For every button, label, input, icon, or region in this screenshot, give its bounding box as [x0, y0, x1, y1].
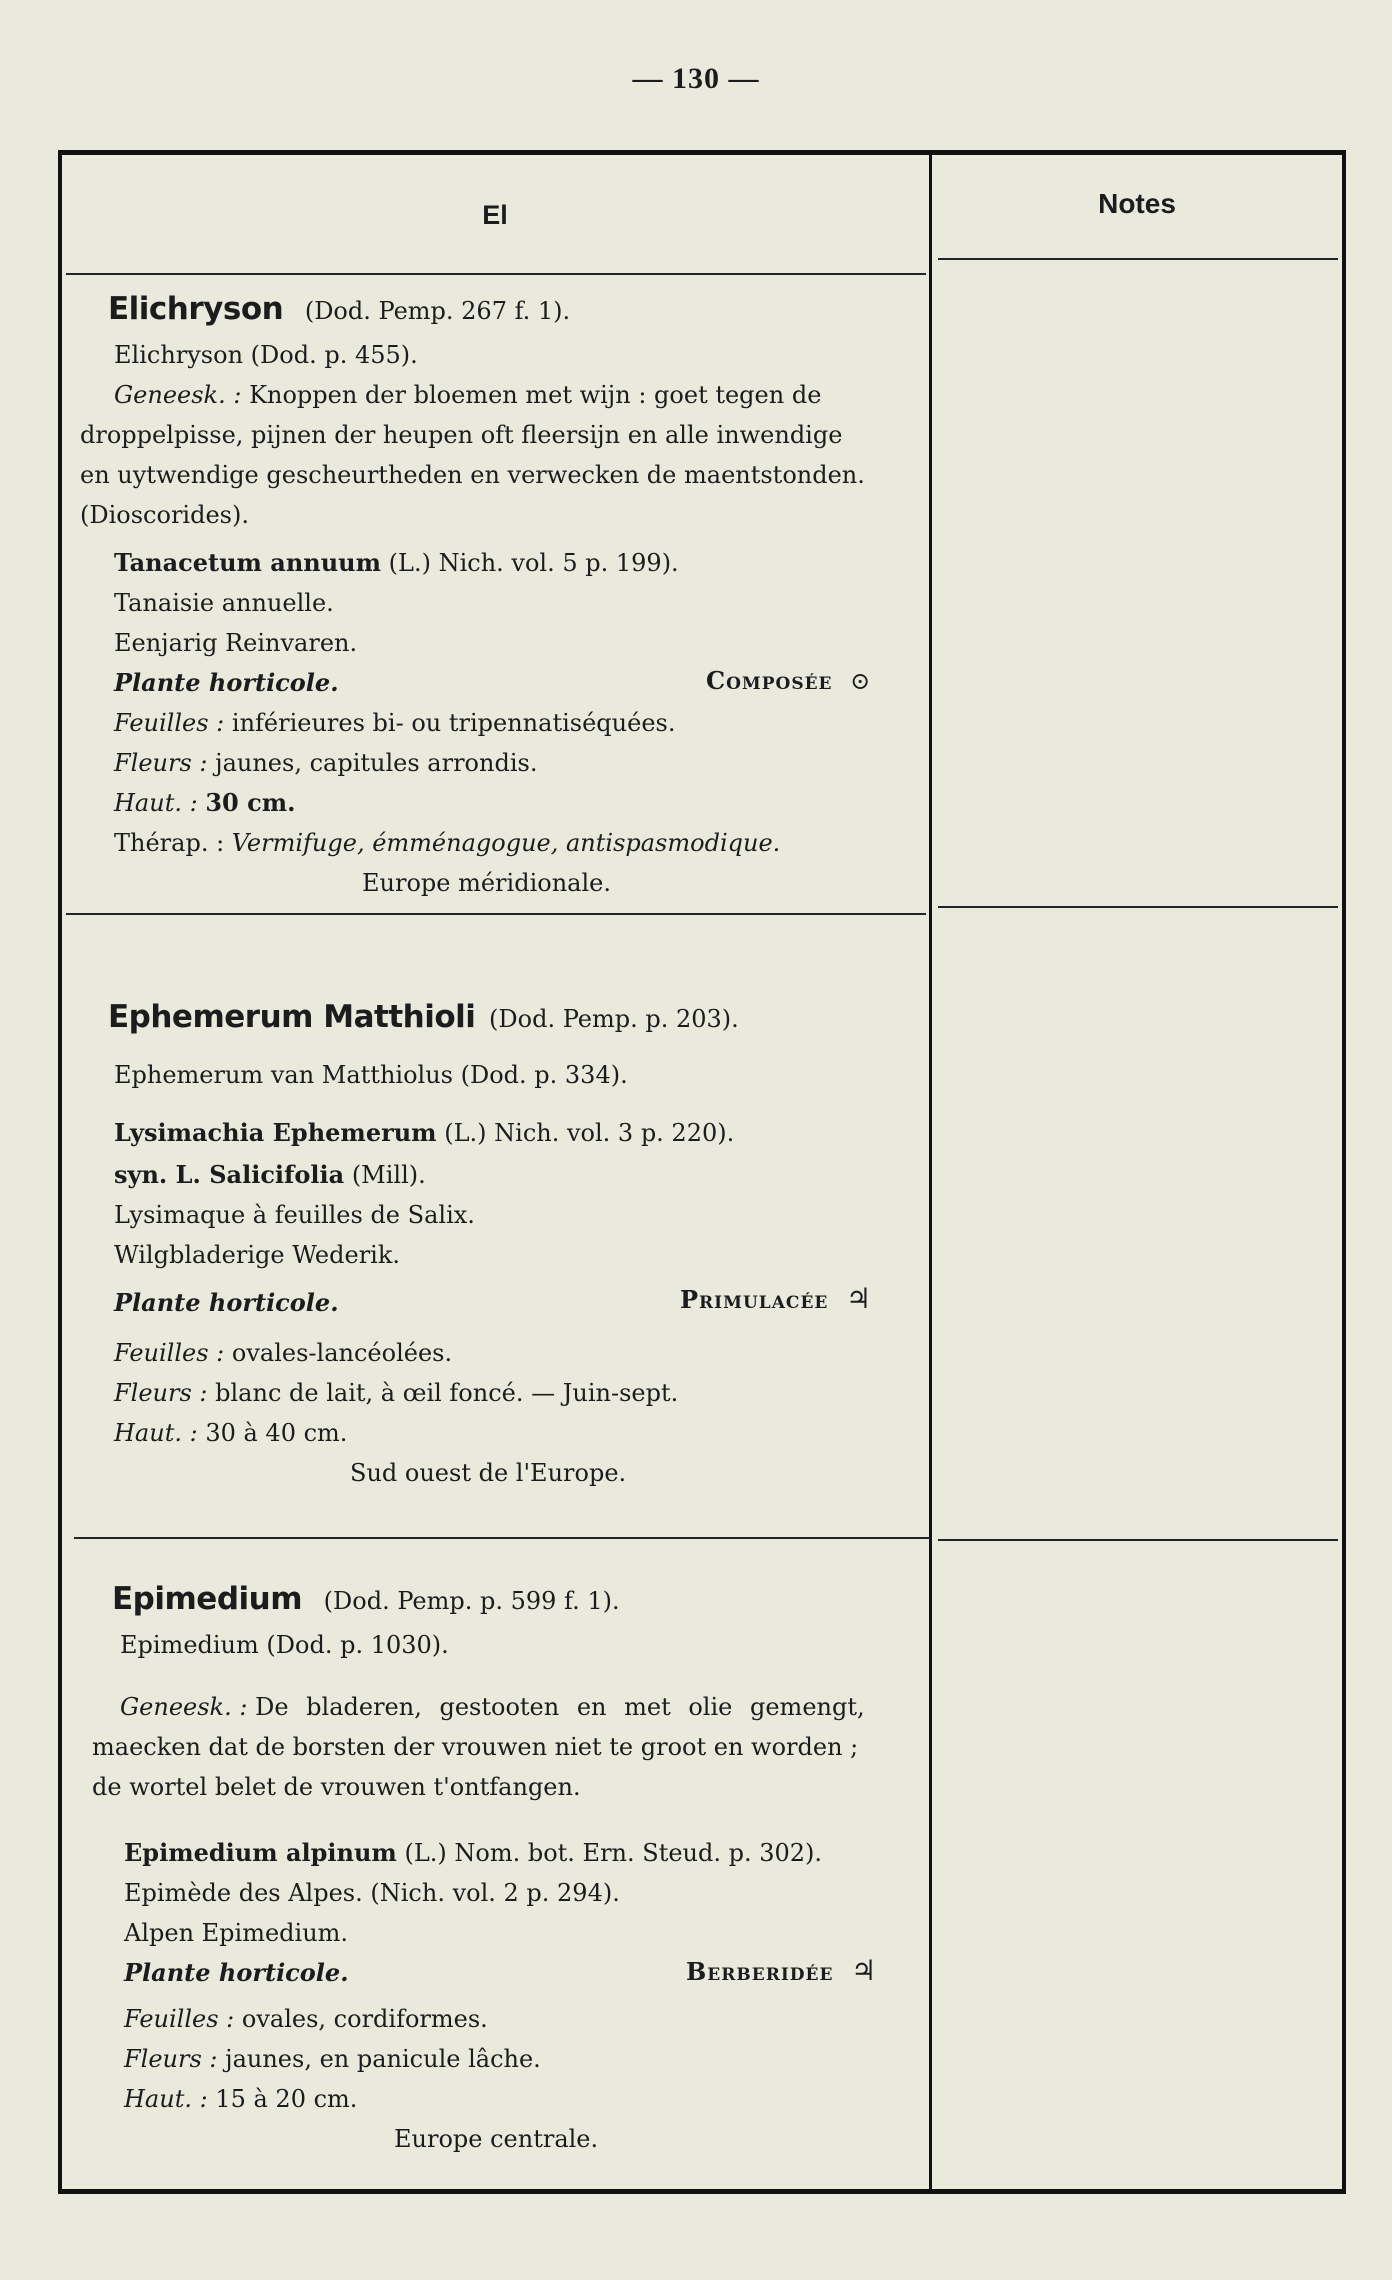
species-reference: (L.) Nich. vol. 5 p. 199). — [388, 549, 679, 577]
entry-rule-1-main — [66, 913, 926, 915]
feuilles-label: Feuilles : — [114, 1339, 225, 1367]
therap-text: Vermifuge, émménagogue, antispasmodique. — [231, 829, 781, 857]
french-name: Epimède des Alpes. (Nich. vol. 2 p. 294). — [124, 1879, 620, 1907]
region: Europe centrale. — [394, 2125, 599, 2153]
geneesk-text-1: De bladeren, gestooten en met olie gemengt, — [255, 1693, 865, 1721]
feuilles-text: inférieures bi- ou tripennatiséquées. — [231, 709, 676, 737]
haut-label: Haut. : — [114, 1419, 198, 1447]
dutch-name: Eenjarig Reinvaren. — [114, 629, 358, 657]
fleurs-label: Fleurs : — [114, 1379, 208, 1407]
species-reference: (L.) Nom. bot. Ern. Steud. p. 302). — [404, 1839, 823, 1867]
plant-type: Plante horticole. — [114, 1288, 339, 1317]
fleurs-text: blanc de lait, à œil foncé. — Juin-sept. — [215, 1379, 679, 1407]
geneesk-text-4: (Dioscorides). — [80, 501, 249, 529]
fleurs-text: jaunes, en panicule lâche. — [225, 2045, 541, 2073]
header-rule-main — [66, 273, 926, 275]
geneesk-label: Geneesk. : — [120, 1693, 248, 1721]
plant-type: Plante horticole. — [114, 668, 339, 697]
fleurs-label: Fleurs : — [114, 749, 208, 777]
dutch-name: Wilgbladerige Wederik. — [114, 1241, 401, 1269]
feuilles-text: ovales-lancéolées. — [231, 1339, 453, 1367]
fleurs-text: jaunes, capitules arrondis. — [215, 749, 538, 777]
species-name: Lysimachia Ephemerum — [114, 1118, 437, 1147]
haut-text: 30 cm. — [205, 788, 296, 817]
feuilles-label: Feuilles : — [114, 709, 225, 737]
dodoens-reference: Elichryson (Dod. p. 455). — [114, 341, 418, 369]
species-name: Tanacetum annuum — [114, 548, 382, 577]
family-name: Primulacée — [680, 1285, 829, 1314]
species-name: Epimedium alpinum — [124, 1838, 397, 1867]
perennial-symbol: ♃ — [846, 1282, 872, 1315]
genus-reference: (Dod. Pemp. 267 f. 1). — [304, 297, 571, 325]
haut-label: Haut. : — [124, 2085, 208, 2113]
geneesk-text-2: maecken dat de borsten der vrouwen niet te groot en worden ; — [92, 1733, 859, 1761]
therap-label: Thérap. : — [114, 829, 225, 857]
french-name: Tanaisie annuelle. — [114, 589, 334, 617]
column-header-main: El — [482, 200, 508, 230]
genus-name: Elichryson — [108, 291, 284, 327]
family-name: Berberidée — [686, 1957, 834, 1986]
column-header-notes: Notes — [1098, 188, 1176, 219]
perennial-symbol: ♃ — [851, 1954, 877, 1987]
synonym-name: syn. L. Salicifolia — [114, 1160, 345, 1189]
haut-text: 30 à 40 cm. — [205, 1419, 348, 1447]
family-name: Composée — [706, 666, 833, 695]
haut-label: Haut. : — [114, 789, 198, 817]
species-reference: (L.) Nich. vol. 3 p. 220). — [444, 1119, 735, 1147]
genus-reference: (Dod. Pemp. p. 203). — [489, 1005, 739, 1033]
region: Europe méridionale. — [362, 869, 611, 897]
entry-rule-2-main — [74, 1537, 930, 1539]
plant-type: Plante horticole. — [124, 1958, 349, 1987]
geneesk-text-1: Knoppen der bloemen met wijn : goet tegen de — [249, 381, 822, 409]
haut-text: 15 à 20 cm. — [215, 2085, 358, 2113]
fleurs-label: Fleurs : — [124, 2045, 218, 2073]
header-rule-notes — [938, 258, 1338, 260]
dutch-name: Alpen Epimedium. — [124, 1919, 349, 1947]
french-name: Lysimaque à feuilles de Salix. — [114, 1201, 475, 1229]
feuilles-text: ovales, cordiformes. — [241, 2005, 488, 2033]
entry-rule-1-notes — [938, 906, 1338, 908]
synonym-reference: (Mill). — [351, 1161, 426, 1189]
dodoens-reference: Epimedium (Dod. p. 1030). — [120, 1631, 449, 1659]
genus-reference: (Dod. Pemp. p. 599 f. 1). — [323, 1587, 620, 1615]
geneesk-text-2: droppelpisse, pijnen der heupen oft fleersijn en alle inwendige — [80, 421, 843, 449]
genus-name: Ephemerum Matthioli — [108, 999, 476, 1035]
page-number: — 130 — — [632, 62, 760, 95]
region: Sud ouest de l'Europe. — [350, 1459, 627, 1487]
geneesk-text-3: en uytwendige gescheurtheden en verwecken de maentstonden. — [80, 461, 865, 489]
annual-symbol: ⊙ — [850, 667, 871, 695]
geneesk-text-3: de wortel belet de vrouwen t'ontfangen. — [92, 1773, 581, 1801]
geneesk-label: Geneesk. : — [114, 381, 242, 409]
entry-rule-2-notes — [938, 1539, 1338, 1541]
dodoens-reference: Ephemerum van Matthiolus (Dod. p. 334). — [114, 1061, 628, 1089]
feuilles-label: Feuilles : — [124, 2005, 235, 2033]
column-divider — [929, 155, 932, 2189]
genus-name: Epimedium — [112, 1581, 303, 1617]
